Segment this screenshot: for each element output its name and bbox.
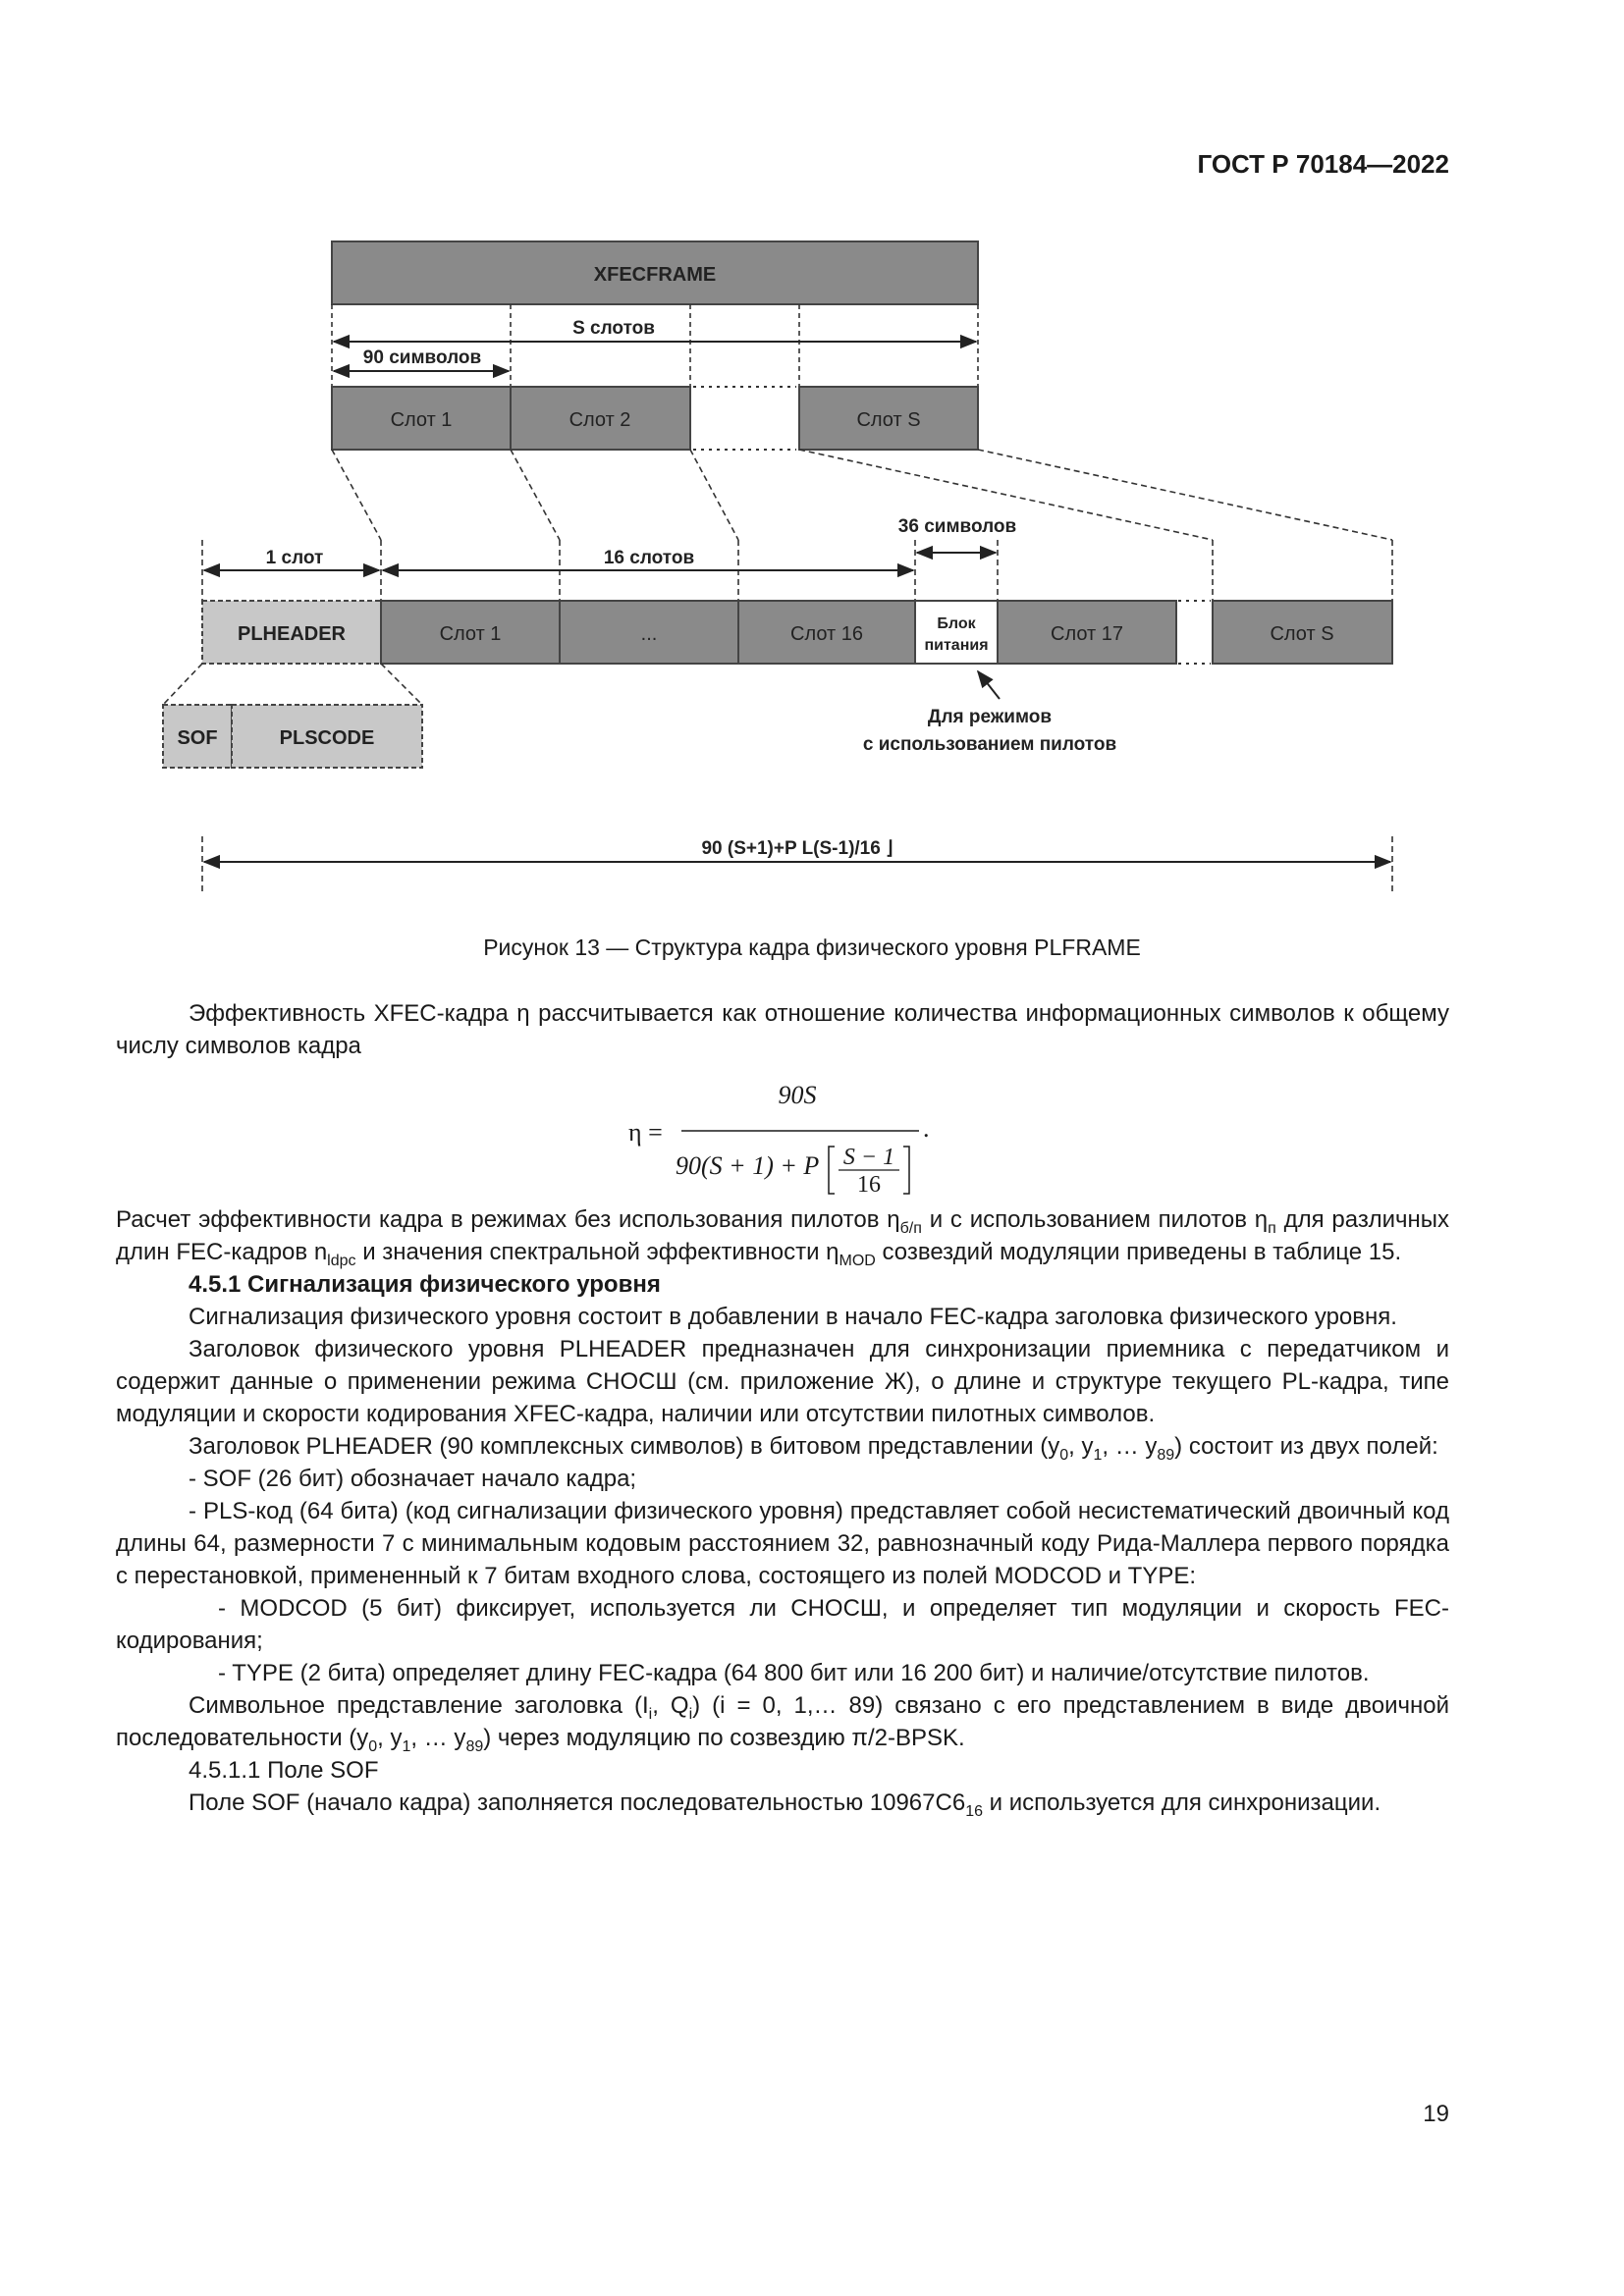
main-text bbox=[116, 1203, 1449, 1819]
section-heading-4-5-1-1: 4.5.1.1 Поле SOF bbox=[189, 1757, 379, 1784]
standard-number: ГОСТ Р 70184—2022 bbox=[1197, 149, 1449, 179]
paragraph-plheader: Заголовок физического уровня PLHEADER предназначен для синхронизации приемника с передатчиком и содержит данные о применении режима СНОСШ (см. приложение Ж), о длине и структуре текущего PL-кадра, типе модуляции и скорости кодирования XFEC-кадра, наличии или отсутствии пилотных символов. bbox=[116, 1336, 1449, 1427]
paragraph-efficiency-table: Расчет эффективности кадра в режимах без использования пилотов $\eta_{б/п}$ и с использованием пилотов $\eta_п$ для различных длин FEC-кадров $n_{ldpc}$ и значения спектральной эффективности $\eta_{MOD}$ созвездий модуляции приведены в таблице 15. bbox=[116, 1206, 1450, 1269]
svg-text:90(S + 1) + P: 90(S + 1) + P bbox=[676, 1151, 820, 1180]
svg-text:Слот S: Слот S bbox=[856, 409, 921, 431]
figure-caption: Рисунок 13 — Структура кадра физического уровня PLFRAME bbox=[483, 934, 1141, 960]
svg-text:SOF: SOF bbox=[177, 727, 218, 749]
paragraph-sof-field: Поле SOF (начало кадра) заполняется последовательностью $10967C6_{16}$ и используется для синхронизации. bbox=[189, 1789, 1381, 1820]
svg-text:Слот 1: Слот 1 bbox=[390, 409, 453, 431]
list-item-modcod: - MODCOD (5 бит) фиксирует, используется ли СНОСШ, и определяет тип модуляции и скорость FEC-кодирования; bbox=[116, 1595, 1449, 1654]
section-heading-4-5-1: 4.5.1 Сигнализация физического уровня bbox=[189, 1271, 661, 1298]
paragraph-signaling: Сигнализация физического уровня состоит в добавлении в начало FEC-кадра заголовка физического уровня. bbox=[189, 1304, 1397, 1330]
svg-text:питания: питания bbox=[924, 637, 989, 654]
svg-text:Слот 1: Слот 1 bbox=[439, 623, 502, 645]
one-slot-label: 1 слот bbox=[265, 548, 324, 568]
svg-text:.: . bbox=[923, 1114, 930, 1143]
pilot-block bbox=[915, 601, 998, 664]
svg-text:Слот 17: Слот 17 bbox=[1051, 623, 1123, 645]
list-item-type: - TYPE (2 бита) определяет длину FEC-кадра (64 800 бит или 16 200 бит) и наличие/отсутствие пилотов. bbox=[218, 1660, 1370, 1686]
svg-text:Слот S: Слот S bbox=[1270, 623, 1334, 645]
efficiency-formula bbox=[628, 1072, 943, 1196]
plframe-structure-diagram bbox=[0, 0, 1624, 923]
slots-16-label: 16 слотов bbox=[603, 548, 695, 568]
paragraph-efficiency: Эффективность XFEC-кадра η рассчитывается как отношение количества информационных символов к общему числу символов кадра bbox=[116, 1000, 1449, 1059]
svg-text:PLHEADER: PLHEADER bbox=[237, 623, 347, 645]
svg-text:...: ... bbox=[640, 623, 658, 645]
s-slots-label: S слотов bbox=[572, 318, 655, 339]
total-length-label: 90 (S+1)+P L(S-1)/16 ⌋ bbox=[701, 838, 893, 859]
list-item-pls: - PLS-код (64 бита) (код сигнализации физического уровня) представляет собой несистематический двоичный код длины 64, размерности 7 с минимальным кодовым расстоянием 32, равнозначный коду Рида-Маллера первого порядка с перестановкой, примененный к 7 битам входного слова, состоящего из полей MODCOD и TYPE: bbox=[116, 1498, 1449, 1589]
svg-text:S − 1: S − 1 bbox=[842, 1145, 895, 1170]
svg-text:Блок: Блок bbox=[937, 615, 976, 632]
xfecframe-label: XFECFRAME bbox=[593, 264, 717, 286]
svg-text:PLSCODE: PLSCODE bbox=[279, 727, 375, 749]
svg-text:Слот 16: Слот 16 bbox=[790, 623, 863, 645]
list-item-sof: - SOF (26 бит) обозначает начало кадра; bbox=[189, 1466, 637, 1492]
svg-text:16: 16 bbox=[857, 1172, 881, 1196]
pilot-note-line1: Для режимов bbox=[927, 707, 1053, 727]
symbols-36-label: 36 символов bbox=[897, 516, 1017, 537]
svg-text:Слот 2: Слот 2 bbox=[568, 409, 631, 431]
svg-text:η =: η = bbox=[628, 1118, 663, 1147]
pilot-note-line2: с использованием пилотов bbox=[862, 734, 1117, 755]
symbols-90-label: 90 символов bbox=[362, 347, 482, 368]
page-number: 19 bbox=[1423, 2101, 1449, 2127]
paragraph-plheader-bits: Заголовок PLHEADER (90 комплексных символов) в битовом представлении ($y_0$, $y_1$, … $y_{89}$) состоит из двух полей: bbox=[189, 1433, 1438, 1464]
svg-text:90S: 90S bbox=[778, 1081, 817, 1109]
paragraph-symbol-representation: Символьное представление заголовка ($I_i$, $Q_i$) (i = 0, 1,… 89) связано с его представлением в виде двоичной последовательности ($y_0$, $y_1$, … $y_{89}$) через модуляцию по созвездию π/2-BPSK. bbox=[116, 1692, 1449, 1755]
